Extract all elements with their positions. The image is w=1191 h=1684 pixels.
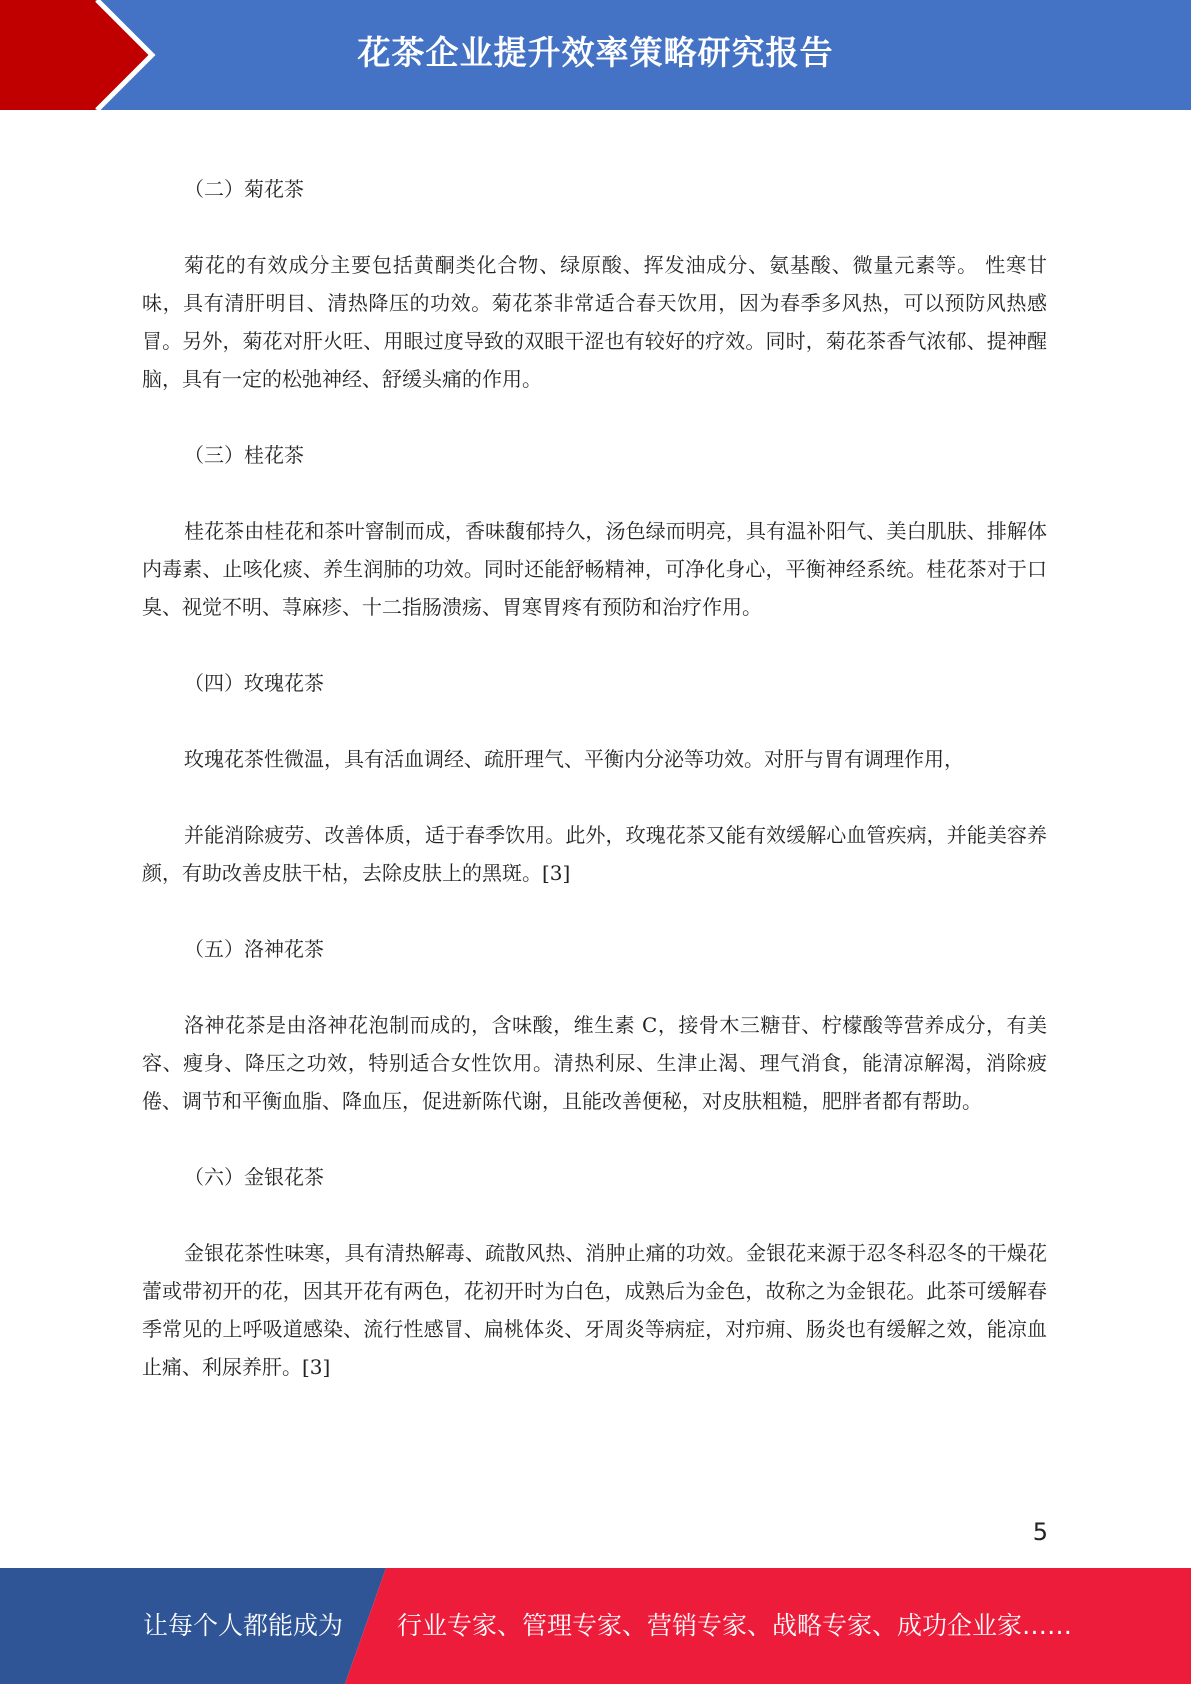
section-heading: （五）洛神花茶 [184, 937, 324, 961]
section-heading: （二）菊花茶 [184, 177, 304, 201]
footer-slogan-left: 让每个人都能成为 [143, 1611, 344, 1640]
section-heading: （三）桂花茶 [184, 443, 304, 467]
document-title: 花茶企业提升效率策略研究报告 [357, 33, 834, 72]
body-paragraph: 桂花茶由桂花和茶叶窨制而成，香味馥郁持久，汤色绿而明亮，具有温补阳气、美白肌肤、排解体内毒素、止咳化痰、养生润肺的功效。同时还能舒畅精神，可净化身心，平衡神经系统。桂花茶对于口臭、视觉不明、荨麻疹、十二指肠溃疡、胃寒胃疼有预防和治疗作用。 [142, 519, 1047, 619]
section-heading: （四）玫瑰花茶 [184, 671, 324, 695]
document-body [142, 170, 1047, 1424]
body-paragraph: 玫瑰花茶性微温，具有活血调经、疏肝理气、平衡内分泌等功效。对肝与胃有调理作用， [184, 747, 964, 771]
section-heading: （六）金银花茶 [184, 1165, 324, 1189]
footer-slogan-right: 行业专家、管理专家、营销专家、战略专家、成功企业家…… [397, 1611, 1073, 1640]
page-header [0, 0, 1191, 110]
body-paragraph: 菊花的有效成分主要包括黄酮类化合物、绿原酸、挥发油成分、氨基酸、微量元素等。 性寒甘味，具有清肝明目、清热降压的功效。菊花茶非常适合春天饮用，因为春季多风热，可以预防风热感冒。另外，菊花对肝火旺、用眼过度导致的双眼干涩也有较好的疗效。同时，菊花茶香气浓郁、提神醒脑，具有一定的松弛神经、舒缓头痛的作用。 [142, 253, 1047, 391]
body-paragraph: 洛神花茶是由洛神花泡制而成的，含味酸，维生素 C，接骨木三糖苷、柠檬酸等营养成分，有美容、瘦身、降压之功效，特别适合女性饮用。清热利尿、生津止渴、理气消食，能清凉解渴，消除疲倦、调节和平衡血脂、降血压，促进新陈代谢，且能改善便秘，对皮肤粗糙，肥胖者都有帮助。 [142, 1013, 1047, 1113]
page-number: 5 [1032, 1518, 1048, 1546]
body-paragraph: 金银花茶性味寒，具有清热解毒、疏散风热、消肿止痛的功效。金银花来源于忍冬科忍冬的干燥花蕾或带初开的花，因其开花有两色，花初开时为白色，成熟后为金色，故称之为金银花。此茶可缓解春季常见的上呼吸道感染、流行性感冒、扁桃体炎、牙周炎等病症，对疖痈、肠炎也有缓解之效，能凉血止痛、利尿养肝。[3] [142, 1241, 1047, 1379]
body-paragraph: 并能消除疲劳、改善体质，适于春季饮用。此外，玫瑰花茶又能有效缓解心血管疾病，并能美容养颜，有助改善皮肤干枯，去除皮肤上的黑斑。[3] [142, 823, 1047, 885]
page-footer [0, 1568, 1191, 1684]
